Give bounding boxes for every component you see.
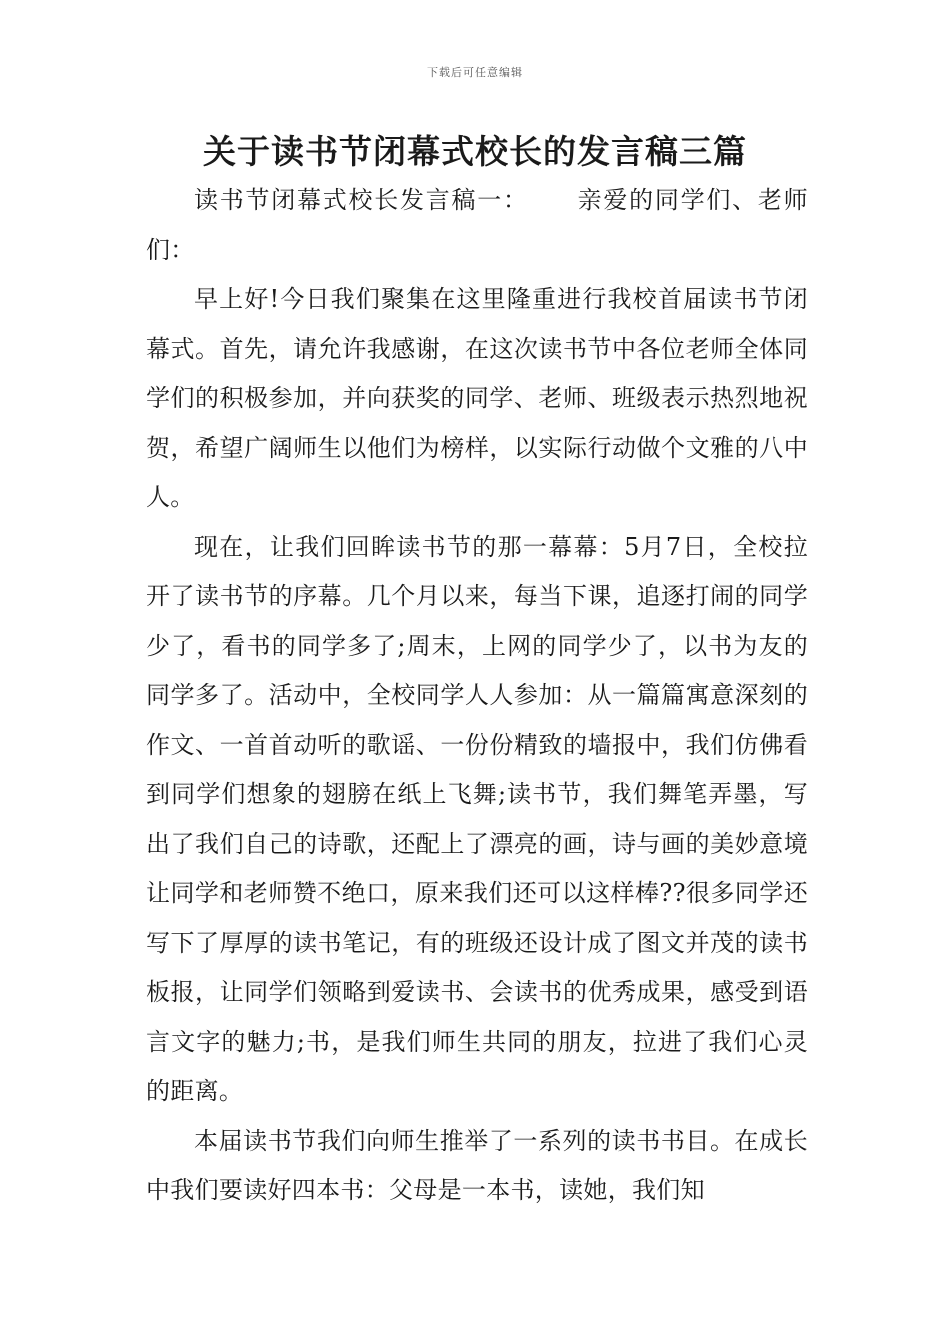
document-title: 关于读书节闭幕式校长的发言稿三篇 xyxy=(203,132,747,171)
header-note: 下载后可任意编辑 xyxy=(427,66,523,79)
document-body xyxy=(146,176,808,1216)
paragraph-3: 现在，让我们回眸读书节的那一幕幕：5月7日，全校拉开了读书节的序幕。几个月以来，每当下课，追逐打闹的同学少了，看书的同学多了;周末，上网的同学少了，以书为友的同学多了。活动中，全校同学人人参加：从一篇篇寓意深刻的作文、一首首动听的歌谣、一份份精致的墙报中，我们仿佛看到同学们想象的翅膀在纸上飞舞;读书节，我们舞笔弄墨，写出了我们自己的诗歌，还配上了漂亮的画，诗与画的美妙意境让同学和老师赞不绝口，原来我们还可以这样棒??很多同学还写下了厚厚的读书笔记，有的班级还设计成了图文并茂的读书板报，让同学们领略到爱读书、会读书的优秀成果，感受到语言文字的魅力;书，是我们师生共同的朋友，拉进了我们心灵的距离。 xyxy=(146,532,808,1105)
paragraph-2: 早上好!今日我们聚集在这里隆重进行我校首届读书节闭幕式。首先，请允许我感谢，在这次读书节中各位老师全体同学们的积极参加，并向获奖的同学、老师、班级表示热烈地祝贺，希望广阔师生以他们为榜样，以实际行动做个文雅的八中人。 xyxy=(146,285,808,511)
paragraph-1: 读书节闭幕式校长发言稿一： 亲爱的同学们、老师们： xyxy=(146,186,808,264)
paragraph-4: 本届读书节我们向师生推举了一系列的读书书目。在成长中我们要读好四本书：父母是一本书，读她，我们知 xyxy=(146,1126,808,1204)
